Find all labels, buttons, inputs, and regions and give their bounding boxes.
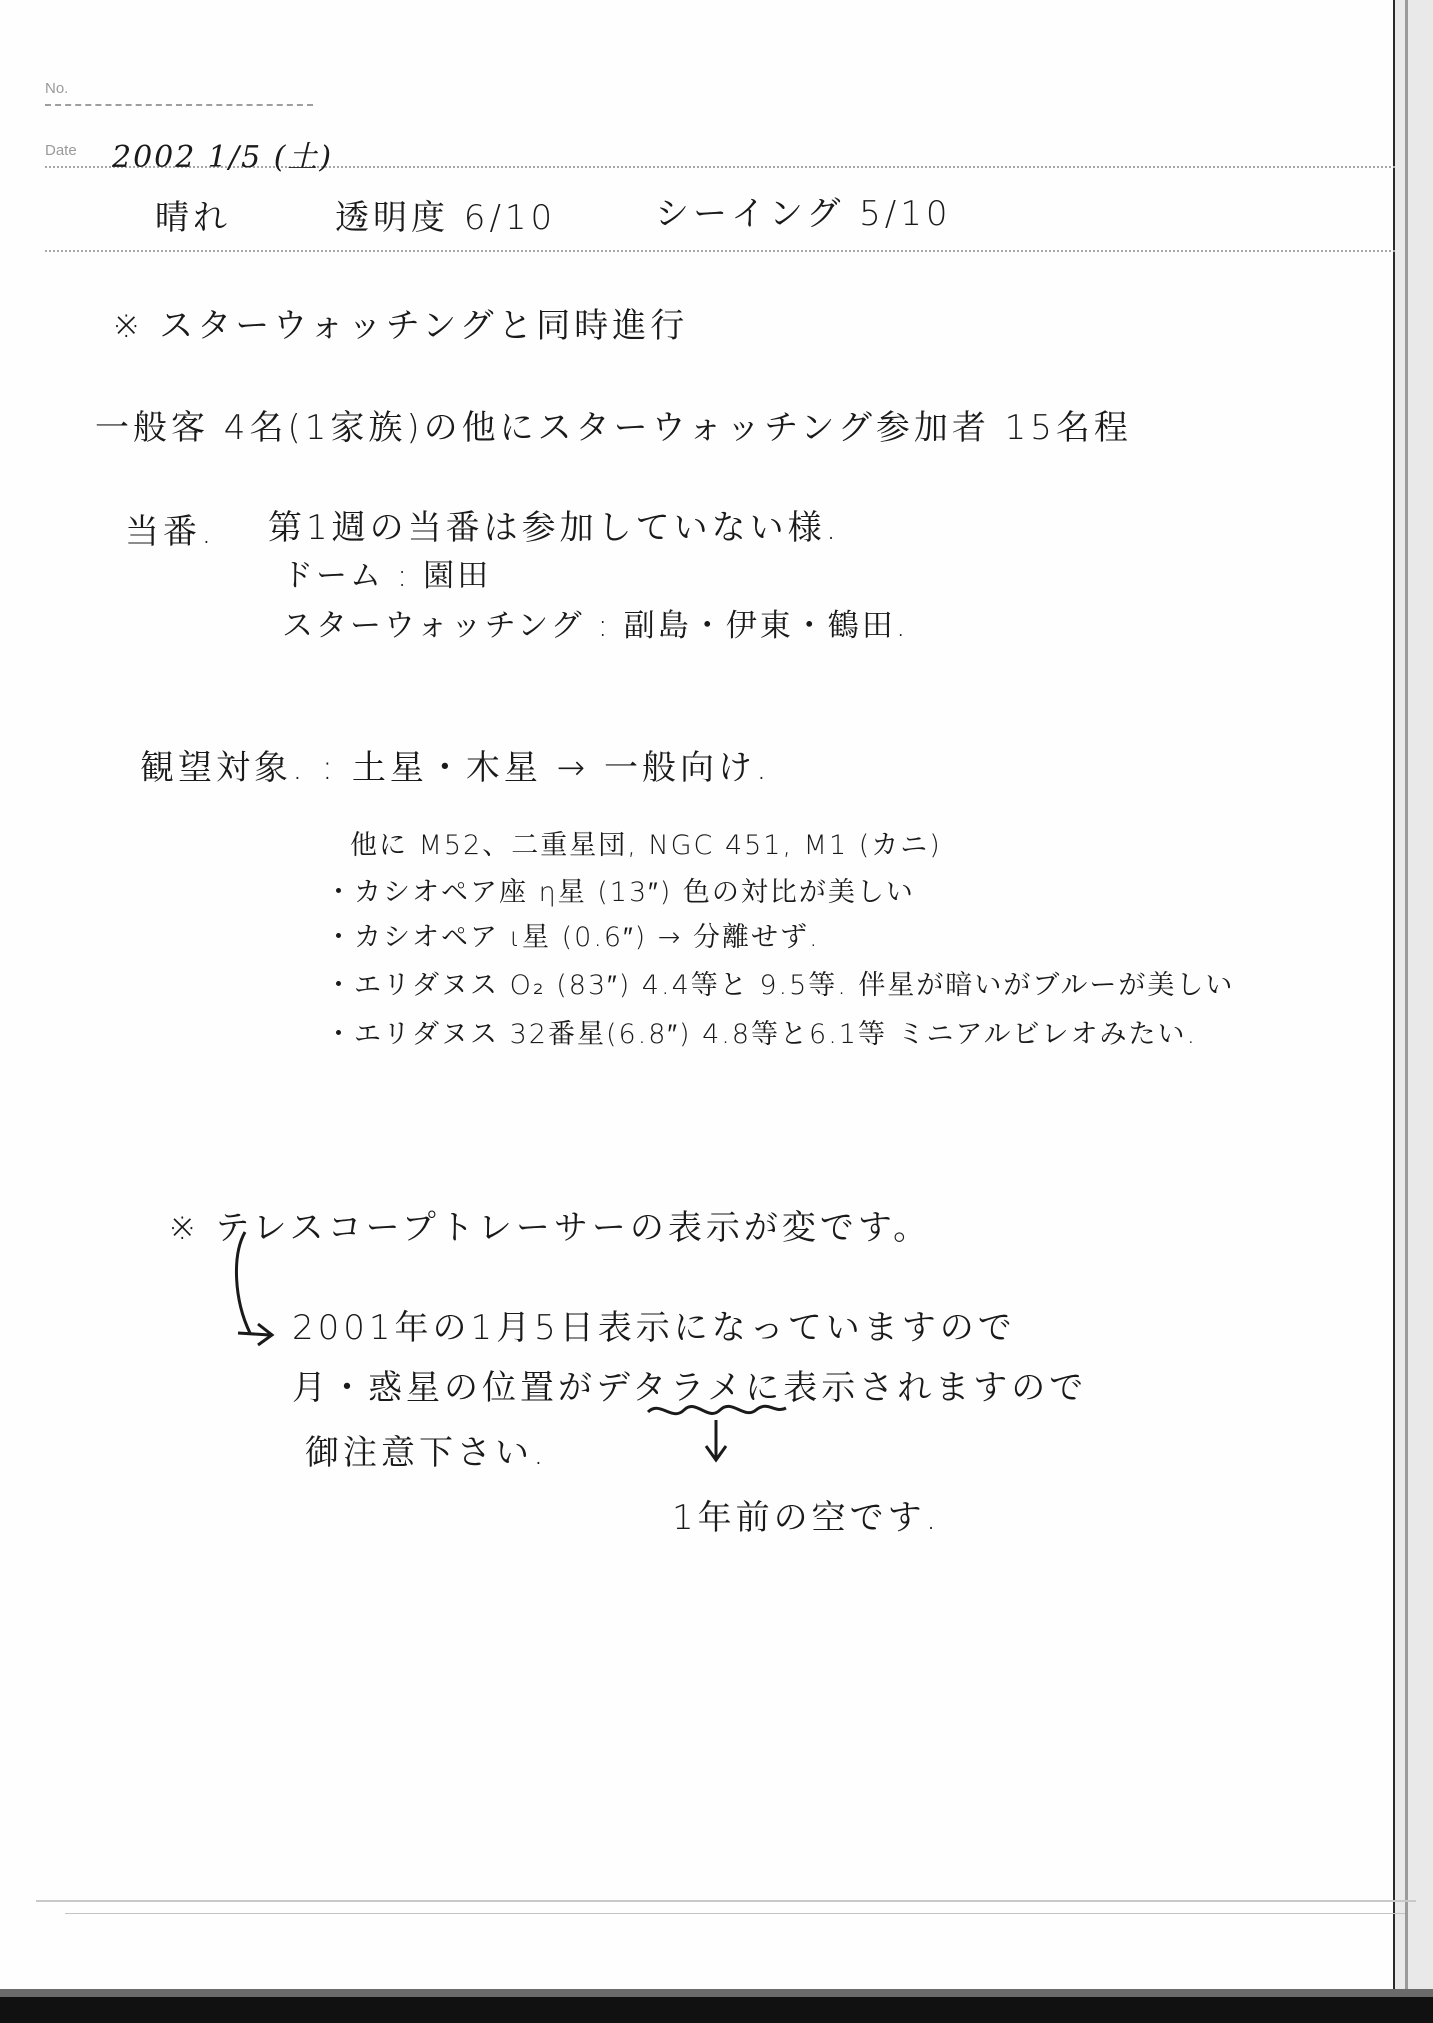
note-visitors: 一般客 4名(1家族)の他にスターウォッチング参加者 15名程 (95, 408, 1132, 448)
note-simultaneous: ※ スターウォッチングと同時進行 (112, 306, 689, 346)
entry-date: 2002 1/5 (土) (112, 140, 334, 175)
double-star-1: ・カシオペア座 η星 (13″) 色の対比が美しい (325, 877, 915, 908)
duty-text: 第1週の当番は参加していない様. (268, 508, 841, 548)
date-label: Date (45, 142, 77, 159)
footer-rule (65, 1913, 1405, 1914)
warning-one-year: 1年前の空です. (672, 1498, 941, 1538)
transparency: 透明度 6/10 (335, 198, 557, 238)
no-rule (45, 104, 313, 106)
warning-date-line: 2001年の1月5日表示になっていますので (292, 1308, 1016, 1348)
header-rule (45, 250, 1395, 252)
weather: 晴れ (155, 198, 231, 238)
duty-label: 当番. (125, 512, 216, 552)
no-label: No. (45, 80, 69, 97)
page-right-edge (1393, 0, 1433, 2023)
warning-tracer: ※ テレスコープトレーサーの表示が変です。 (168, 1208, 932, 1248)
warning-caution: 御注意下さい. (305, 1433, 548, 1473)
duty-dome: ドーム : 園田 (282, 558, 492, 594)
seeing: シーイング 5/10 (655, 194, 952, 234)
other-targets: 他に M52、二重星団, NGC 451, M1 (カニ) (350, 830, 942, 861)
page-bottom-band (0, 1989, 1433, 1997)
warning-arrow-head (238, 1324, 272, 1345)
down-arrow (706, 1420, 726, 1460)
bottom-shadow-line (36, 1900, 1416, 1902)
double-star-4: ・エリダヌス 32番星(6.8″) 4.8等と6.1等 ミニアルビレオみたい. (325, 1019, 1198, 1050)
warning-position-line: 月・惑星の位置がデタラメに表示されますので (292, 1368, 1088, 1408)
double-star-3: ・エリダヌス O₂ (83″) 4.4等と 9.5等. 伴星が暗いがブルーが美しい (325, 970, 1235, 1001)
double-star-2: ・カシオペア ι星 (0.6″) → 分離せず. (325, 922, 820, 953)
page-bottom-edge (0, 1989, 1433, 2023)
observation-targets: 観望対象. : 土星・木星 → 一般向け. (140, 748, 771, 788)
page-edge-stripe (1405, 0, 1408, 2023)
duty-star-watching: スターウォッチング : 副島・伊東・鶴田. (282, 608, 909, 644)
